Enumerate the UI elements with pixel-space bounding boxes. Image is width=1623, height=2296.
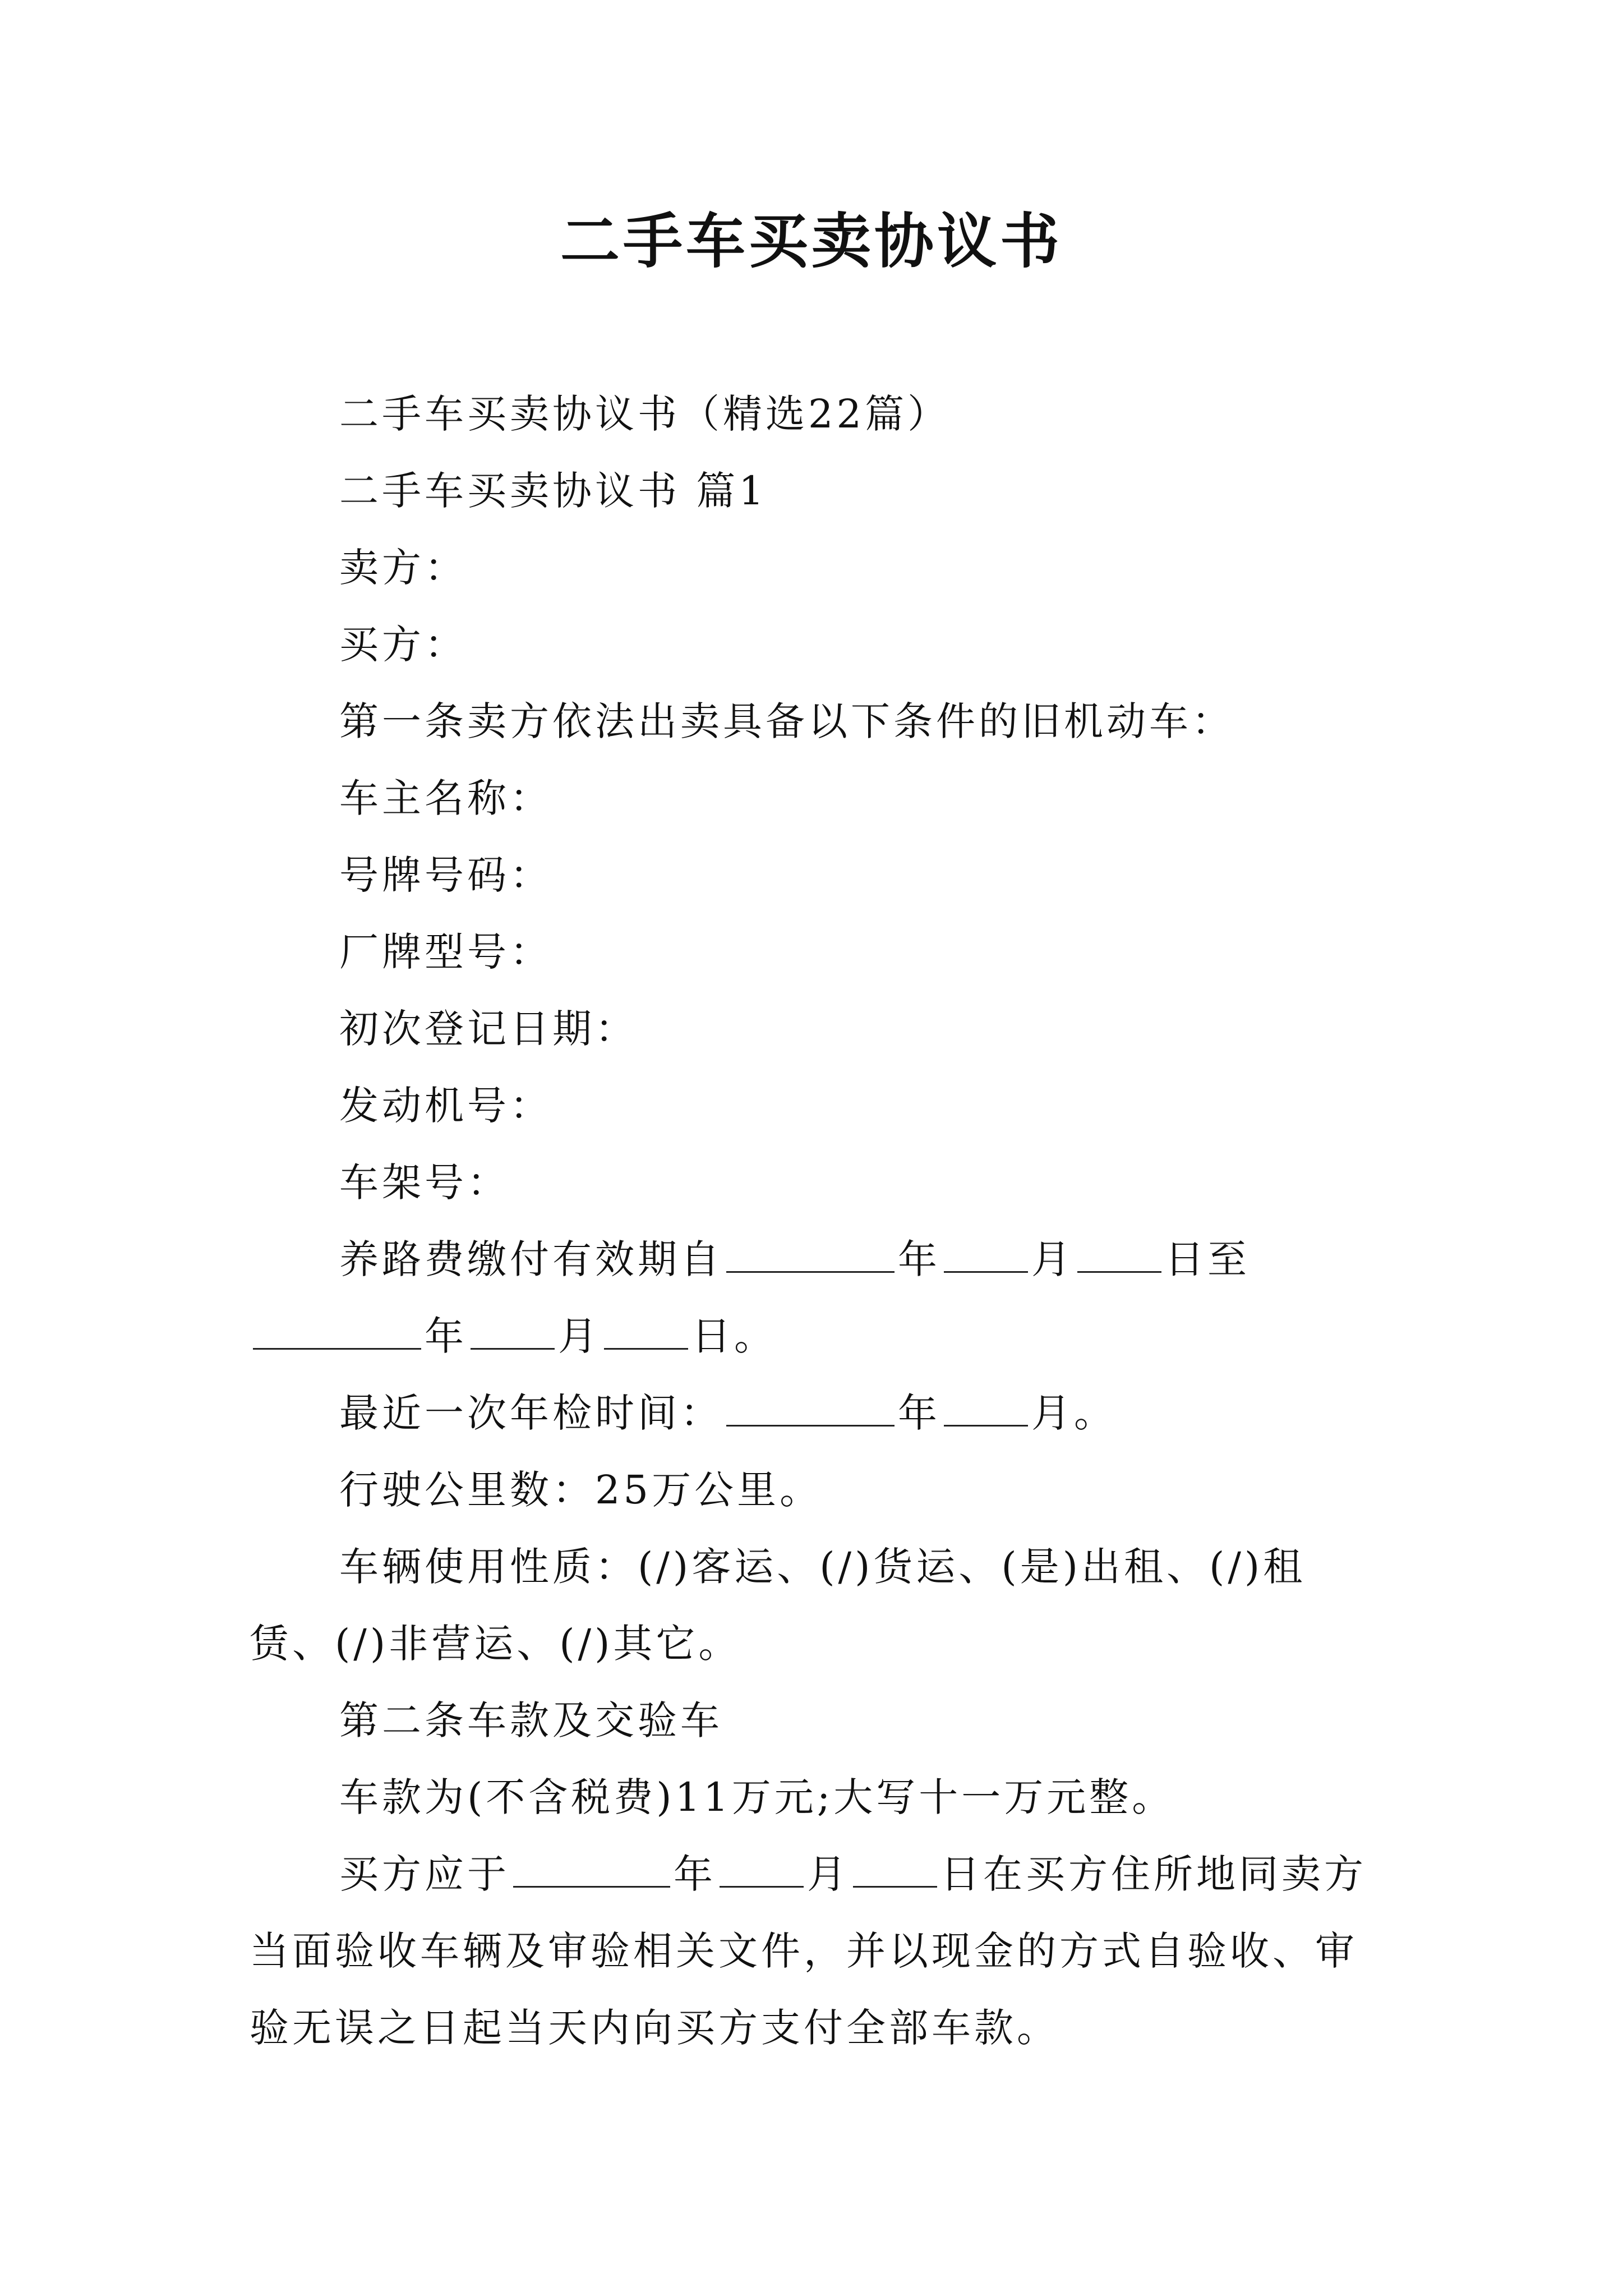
plate-number-field: 号牌号码： [339, 852, 552, 898]
owner-name-field: 车主名称： [339, 775, 552, 821]
handover-day-blank [853, 1851, 937, 1888]
handover-paragraph [250, 1836, 1382, 2067]
inspection-year-blank [726, 1390, 895, 1427]
last-inspection-label: 最近一次年检时间： [339, 1390, 723, 1436]
start-year-blank [726, 1236, 895, 1273]
section-heading: 二手车买卖协议书 篇1 [339, 468, 767, 514]
first-registration-field: 初次登记日期： [339, 1006, 638, 1052]
month-label: 月 [558, 1313, 601, 1359]
end-month-blank [471, 1313, 555, 1350]
seller-field: 卖方： [339, 545, 467, 591]
subtitle-paragraph: 二手车买卖协议书（精选22篇） [339, 391, 951, 437]
handover-text: 日在买方住所地同卖方当面验收车辆及审验相关文件，并以现金的方式自验收、审验无误之日起当天内向买方支付全部车款。 [250, 1851, 1367, 2051]
document-body [250, 376, 1382, 2067]
page-title: 二手车买卖协议书 [560, 206, 1063, 276]
last-inspection-paragraph [250, 1375, 1382, 1452]
buyer-field: 买方： [339, 622, 467, 668]
price-paragraph: 车款为(不含税费)11万元;大写十一万元整。 [339, 1774, 1175, 1820]
handover-year-blank [513, 1851, 670, 1888]
day-to-label: 日至 [1165, 1236, 1250, 1282]
article-two-heading: 第二条车款及交验车 [339, 1697, 723, 1743]
vin-field: 车架号： [339, 1159, 510, 1205]
vehicle-usage-paragraph: 车辆使用性质：(/)客运、(/)货运、(是)出租、(/)租赁、(/)非营运、(/)其它。 [250, 1544, 1306, 1667]
month-label: 月 [1031, 1236, 1074, 1282]
handover-month-blank [720, 1851, 804, 1888]
road-fee-validity-paragraph [250, 1221, 1382, 1375]
month-label: 月 [807, 1851, 850, 1897]
engine-number-field: 发动机号： [339, 1083, 552, 1129]
road-fee-label: 养路费缴付有效期自 [339, 1236, 723, 1282]
end-year-blank [253, 1313, 421, 1350]
brand-model-field: 厂牌型号： [339, 929, 552, 975]
year-label: 年 [898, 1236, 940, 1282]
article-one: 第一条卖方依法出卖具备以下条件的旧机动车： [339, 698, 1234, 744]
year-label: 年 [674, 1851, 716, 1897]
year-label: 年 [425, 1313, 467, 1359]
day-label: 日。 [691, 1313, 777, 1359]
month-label: 月。 [1031, 1390, 1117, 1436]
year-label: 年 [898, 1390, 940, 1436]
handover-label: 买方应于 [339, 1851, 510, 1897]
start-day-blank [1077, 1236, 1161, 1273]
start-month-blank [944, 1236, 1028, 1273]
mileage-paragraph: 行驶公里数：25万公里。 [339, 1467, 823, 1513]
end-day-blank [604, 1313, 688, 1350]
inspection-month-blank [944, 1390, 1028, 1427]
